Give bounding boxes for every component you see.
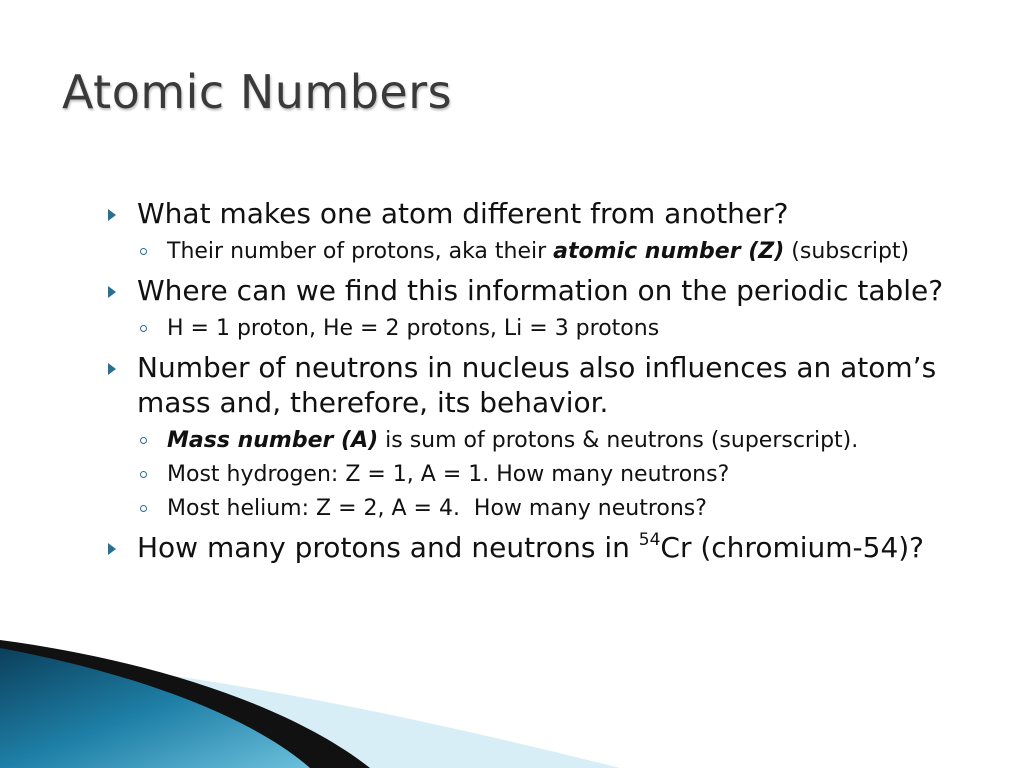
slide-title: Atomic Numbers xyxy=(62,65,453,119)
circle-bullet-icon xyxy=(140,471,147,478)
bullet-item xyxy=(100,273,987,308)
triangle-bullet-icon xyxy=(108,363,116,375)
sub-bullet-text: Most helium: Z = 2, A = 4. How many neutrons? xyxy=(167,496,707,521)
sub-bullet-item xyxy=(100,459,947,490)
bullet-text: What makes one atom different from another? xyxy=(137,197,789,230)
circle-bullet-icon xyxy=(140,437,147,444)
sub-bullet-text: Their number of protons, aka their xyxy=(167,239,554,264)
sub-bullet-item xyxy=(100,236,947,267)
sub-bullet-item xyxy=(100,313,947,344)
bullet-text-tail: Cr (chromium-54)? xyxy=(660,531,925,564)
bullet-text: How many protons and neutrons in xyxy=(137,531,639,564)
circle-bullet-icon xyxy=(140,505,147,512)
triangle-bullet-icon xyxy=(108,543,116,555)
bullet-list xyxy=(100,196,1000,570)
triangle-bullet-icon xyxy=(108,209,116,221)
triangle-bullet-icon xyxy=(108,286,116,298)
bullet-item xyxy=(100,530,987,565)
atomic-number-term: atomic number (Z) xyxy=(553,239,785,264)
circle-bullet-icon xyxy=(140,325,147,332)
bullet-text: Where can we find this information on the periodic table? xyxy=(137,274,944,307)
bullet-item xyxy=(100,196,987,231)
sub-bullet-item xyxy=(100,425,947,456)
sub-bullet-text: Most hydrogen: Z = 1, A = 1. How many neutrons? xyxy=(167,462,730,487)
sub-bullet-text: H = 1 proton, He = 2 protons, Li = 3 protons xyxy=(167,316,660,341)
sub-bullet-text-tail: (subscript) xyxy=(784,239,910,264)
sub-bullet-item xyxy=(100,493,947,524)
bullet-text: Number of neutrons in nucleus also influences an atom’s mass and, therefore, its behavior. xyxy=(137,351,937,419)
sub-bullet-text-tail: is sum of protons & neutrons (superscript). xyxy=(378,428,859,453)
bullet-item xyxy=(100,350,987,420)
circle-bullet-icon xyxy=(140,248,147,255)
mass-number-superscript: 54 xyxy=(638,529,661,550)
mass-number-term: Mass number (A) xyxy=(167,428,379,453)
